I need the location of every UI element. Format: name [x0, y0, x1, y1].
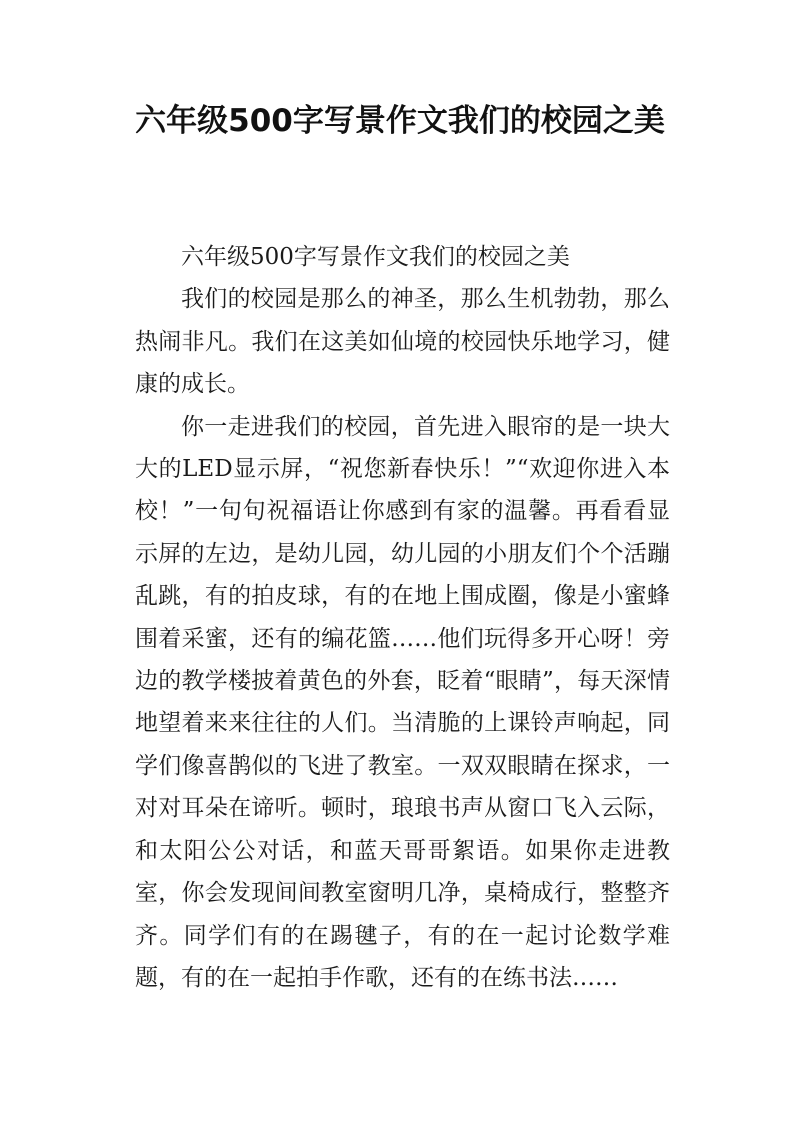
paragraph-subtitle: 六年级500字写景作文我们的校园之美	[181, 244, 570, 270]
document-title: 六年级500字写景作文我们的校园之美	[135, 103, 665, 139]
paragraph-main: 你一走进我们的校园，首先进入眼帘的是一块大大的LED显示屏，“祝您新春快乐！”“欢迎你进入本校！”一句句祝福语让你感到有家的温馨。再看看显示屏的左边，是幼儿园，幼儿园的小朋友们个个活蹦乱跳，有的拍皮球，有的在地上围成圈，像是小蜜蜂围着采蜜，还有的编花篮……他们玩得多开心呀！旁边的教学楼披着黄色的外套，眨着“眼睛”，每天深情地望着来来往往的人们。当清脆的上课铃声响起，同学们像喜鹊似的飞进了教室。一双双眼睛在探求，一对对耳朵在谛听。顿时，琅琅书声从窗口飞入云际，和太阳公公对话，和蓝天哥哥絮语。如果你走进教室，你会发现间间教室窗明几净，桌椅成行，整整齐齐。同学们有的在踢毽子，有的在一起讨论数学难题，有的在一起拍手作歌，还有的在练书法……	[135, 413, 670, 991]
paragraph-intro: 我们的校园是那么的神圣，那么生机勃勃，那么热闹非凡。我们在这美如仙境的校园快乐地学习，健康的成长。	[135, 286, 670, 398]
document-body	[135, 236, 670, 999]
